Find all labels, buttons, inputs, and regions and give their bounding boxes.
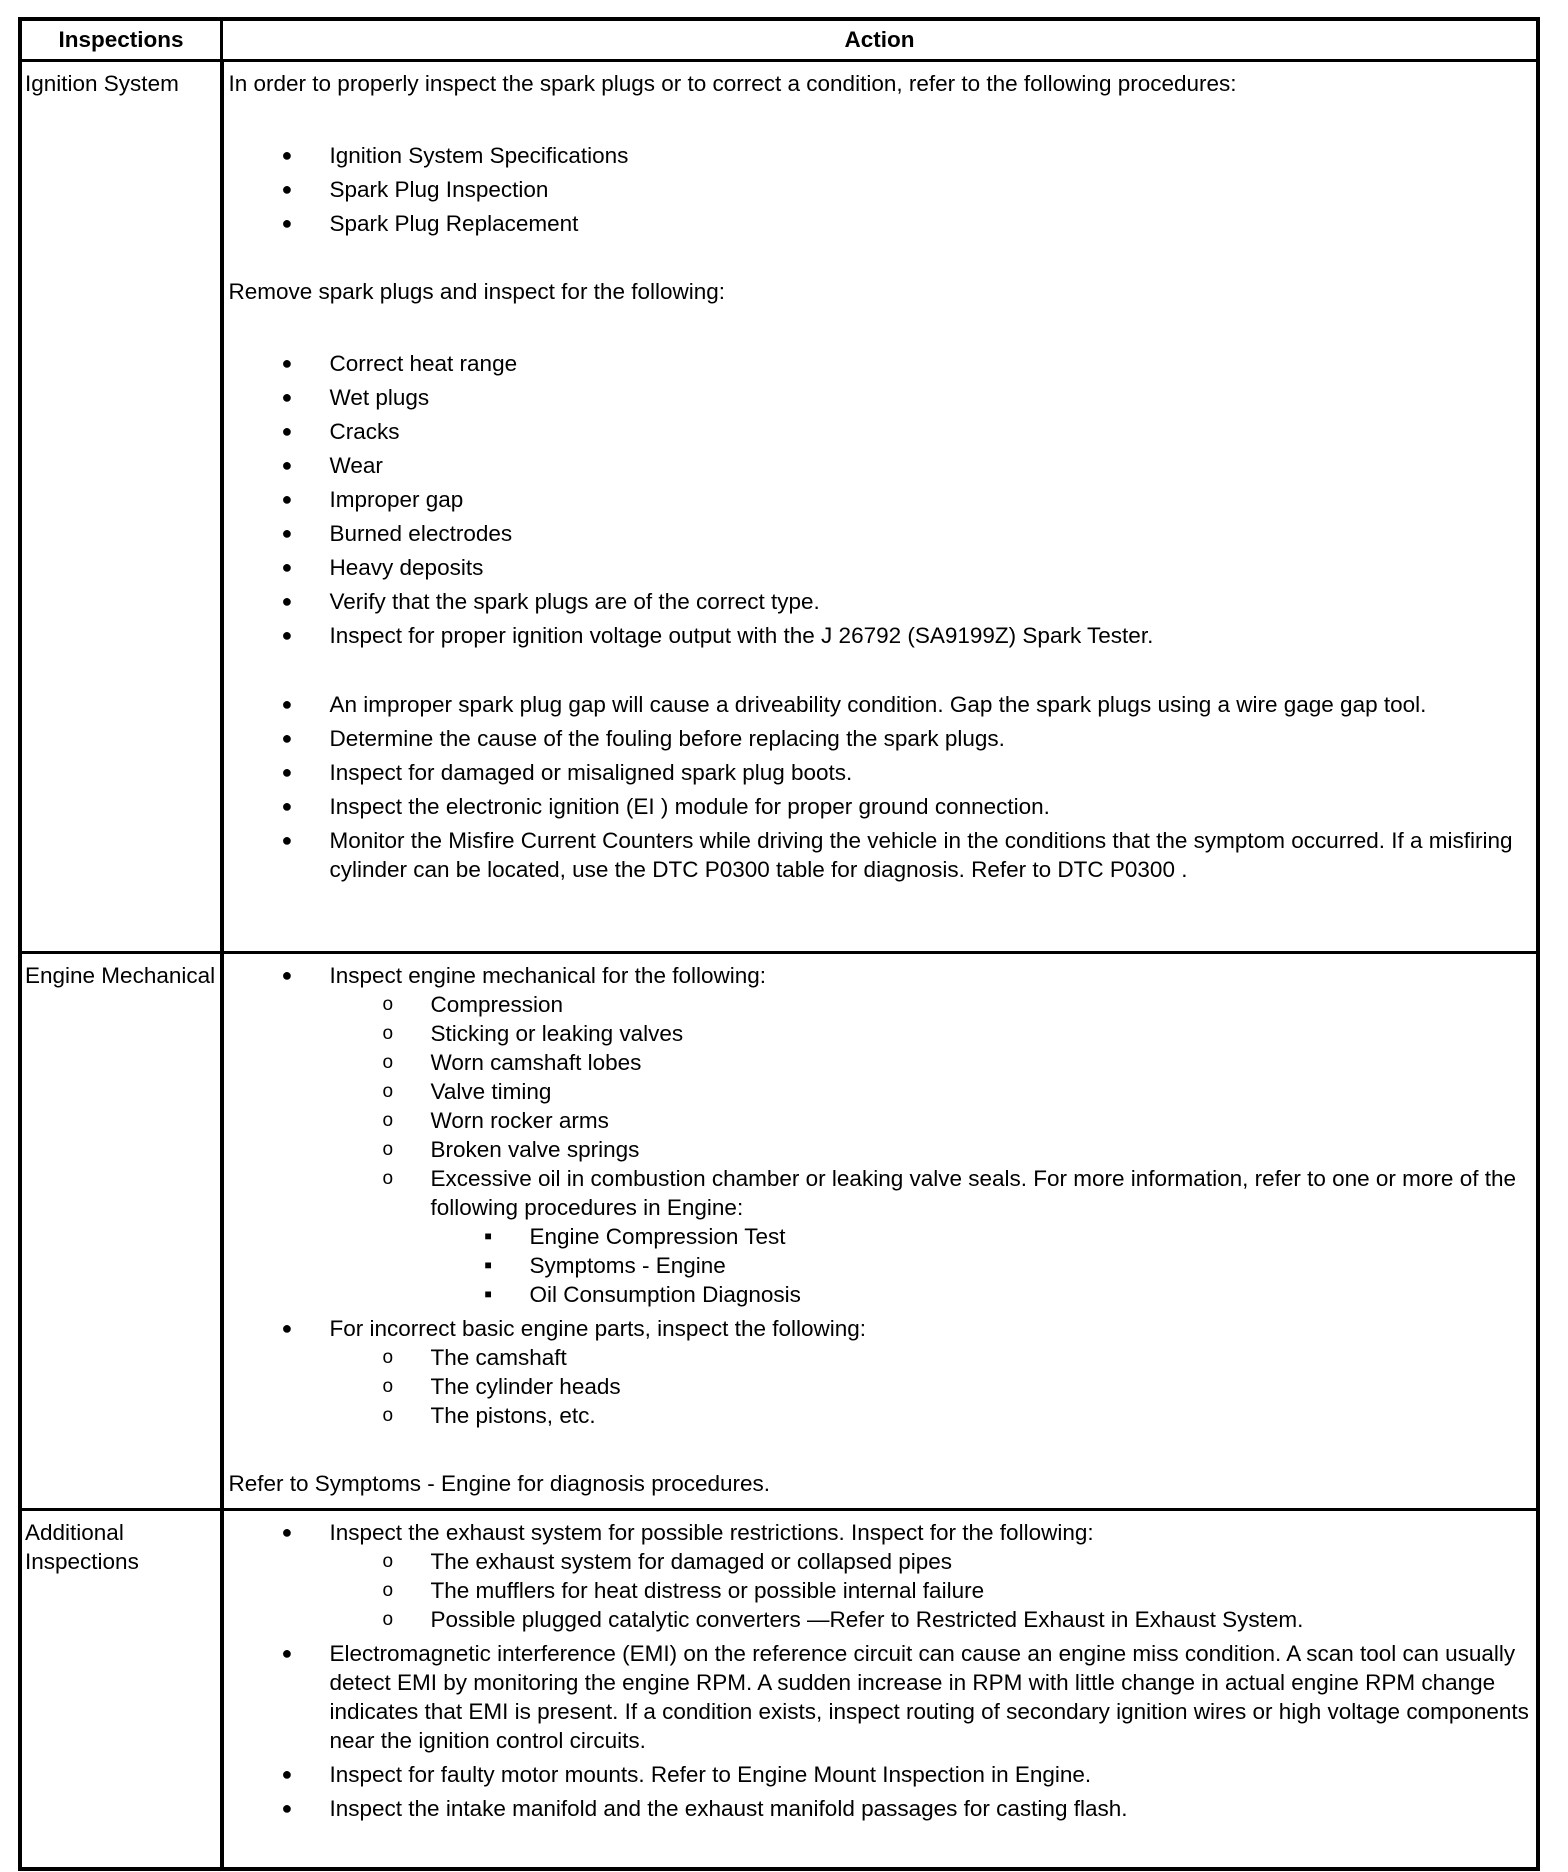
action-cell	[222, 61, 1539, 953]
list-item-text: The cylinder heads	[430, 1374, 621, 1399]
inspection-category: Additional Inspections	[20, 1510, 222, 1869]
bullet-dot-icon: ●	[281, 387, 293, 407]
table-row	[20, 953, 1538, 1510]
list-item-text: Worn rocker arms	[430, 1108, 609, 1133]
bullet-circle-icon: o	[382, 994, 394, 1015]
bullet-list	[229, 1518, 1531, 1823]
list-item-text: Inspect for proper ignition voltage output with the J 26792 (SA9199Z) Spark Tester.	[329, 623, 1154, 648]
list-item-text: Wet plugs	[329, 385, 430, 410]
list-item	[229, 758, 1531, 787]
bullet-list	[229, 141, 1531, 238]
list-item-text: Possible plugged catalytic converters —Refer to Restricted Exhaust in Exhaust System.	[430, 1607, 1304, 1632]
list-item	[229, 1343, 1531, 1372]
bullet-circle-icon: o	[382, 1580, 394, 1601]
bullet-dot-icon: ●	[281, 1522, 293, 1542]
list-item	[229, 175, 1531, 204]
list-item-text: The mufflers for heat distress or possible internal failure	[430, 1578, 985, 1603]
list-item-text: Oil Consumption Diagnosis	[529, 1282, 801, 1307]
bullet-circle-icon: o	[382, 1609, 394, 1630]
column-header-action: Action	[222, 19, 1539, 61]
list-item-text: Engine Compression Test	[529, 1224, 786, 1249]
action-paragraph: Remove spark plugs and inspect for the following:	[228, 279, 726, 304]
bullet-dot-icon: ●	[281, 1643, 293, 1663]
bullet-dot-icon: ●	[281, 213, 293, 233]
list-item	[229, 1077, 1531, 1106]
list-item-text: The camshaft	[430, 1345, 567, 1370]
list-item	[229, 724, 1531, 753]
list-item	[229, 1372, 1531, 1401]
bullet-square-icon: ■	[484, 1229, 492, 1243]
bullet-circle-icon: o	[382, 1052, 394, 1073]
list-item-text: Inspect the electronic ignition (EI ) module for proper ground connection.	[329, 794, 1050, 819]
bullet-dot-icon: ●	[281, 489, 293, 509]
list-item-text: Monitor the Misfire Current Counters while driving the vehicle in the conditions that the symptom occurred. If a misfiring cylinder can be located, use the DTC P0300 table for diagnosis. Refer to DTC P0300 .	[329, 828, 1513, 882]
list-item	[229, 587, 1531, 616]
list-item	[229, 451, 1531, 480]
list-item	[229, 1401, 1531, 1430]
list-item-text: Correct heat range	[329, 351, 518, 376]
list-item	[229, 1251, 1531, 1280]
list-item-text: Ignition System Specifications	[329, 143, 629, 168]
bullet-dot-icon: ●	[281, 796, 293, 816]
list-item	[229, 1019, 1531, 1048]
list-item-text: Verify that the spark plugs are of the correct type.	[329, 589, 820, 614]
list-item-text: Compression	[430, 992, 564, 1017]
list-item-text: Symptoms - Engine	[529, 1253, 726, 1278]
list-item	[229, 1164, 1531, 1222]
list-item-text: Inspect engine mechanical for the following:	[329, 963, 767, 988]
list-item-text: Valve timing	[430, 1079, 552, 1104]
bullet-list	[229, 349, 1531, 650]
list-item	[229, 553, 1531, 582]
list-item	[229, 990, 1531, 1019]
list-item	[229, 485, 1531, 514]
list-item	[229, 417, 1531, 446]
list-item	[229, 1048, 1531, 1077]
list-item	[229, 690, 1531, 719]
bullet-dot-icon: ●	[281, 694, 293, 714]
table-row	[20, 61, 1538, 953]
list-item	[229, 209, 1531, 238]
list-item-text: Burned electrodes	[329, 521, 513, 546]
list-item	[229, 1639, 1531, 1755]
list-item	[229, 1605, 1531, 1634]
bullet-dot-icon: ●	[281, 1764, 293, 1784]
table-row	[20, 1510, 1538, 1869]
list-item-text: Inspect for damaged or misaligned spark plug boots.	[329, 760, 853, 785]
list-item	[229, 519, 1531, 548]
action-paragraph: In order to properly inspect the spark plugs or to correct a condition, refer to the following procedures:	[228, 71, 1237, 96]
list-item	[229, 1135, 1531, 1164]
list-item	[229, 961, 1531, 990]
bullet-dot-icon: ●	[281, 728, 293, 748]
bullet-square-icon: ■	[484, 1258, 492, 1272]
bullet-dot-icon: ●	[281, 1798, 293, 1818]
action-cell	[222, 1510, 1539, 1869]
bullet-list	[229, 690, 1531, 884]
list-item	[229, 621, 1531, 650]
list-item	[229, 1547, 1531, 1576]
list-item-text: The pistons, etc.	[430, 1403, 596, 1428]
list-item-text: Broken valve springs	[430, 1137, 640, 1162]
list-item-text: Determine the cause of the fouling before replacing the spark plugs.	[329, 726, 1005, 751]
action-paragraph: Refer to Symptoms - Engine for diagnosis procedures.	[228, 1471, 771, 1496]
table-header-row	[20, 19, 1538, 61]
bullet-square-icon: ■	[484, 1287, 492, 1301]
bullet-dot-icon: ●	[281, 523, 293, 543]
bullet-circle-icon: o	[382, 1081, 394, 1102]
bullet-dot-icon: ●	[281, 965, 293, 985]
bullet-circle-icon: o	[382, 1347, 394, 1368]
bullet-dot-icon: ●	[281, 353, 293, 373]
list-item-text: Sticking or leaking valves	[430, 1021, 684, 1046]
list-item-text: An improper spark plug gap will cause a driveability condition. Gap the spark plugs using a wire gage gap tool.	[329, 692, 1427, 717]
bullet-circle-icon: o	[382, 1376, 394, 1397]
list-item-text: Improper gap	[329, 487, 464, 512]
bullet-dot-icon: ●	[281, 830, 293, 850]
bullet-circle-icon: o	[382, 1405, 394, 1426]
bullet-dot-icon: ●	[281, 421, 293, 441]
list-item	[229, 1760, 1531, 1789]
list-item	[229, 826, 1531, 884]
bullet-dot-icon: ●	[281, 762, 293, 782]
list-item-text: Spark Plug Replacement	[329, 211, 579, 236]
bullet-dot-icon: ●	[281, 179, 293, 199]
list-item	[229, 349, 1531, 378]
list-item-text: Inspect the exhaust system for possible restrictions. Inspect for the following:	[329, 1520, 1094, 1545]
bullet-circle-icon: o	[382, 1110, 394, 1131]
inspection-category: Ignition System	[20, 61, 222, 953]
list-item-text: Excessive oil in combustion chamber or leaking valve seals. For more information, refer to one or more of the following procedures in Engine:	[430, 1166, 1516, 1220]
list-item-text: Inspect for faulty motor mounts. Refer to Engine Mount Inspection in Engine.	[329, 1762, 1092, 1787]
inspections-table	[18, 17, 1540, 1871]
list-item	[229, 1280, 1531, 1309]
bullet-dot-icon: ●	[281, 591, 293, 611]
list-item-text: Inspect the intake manifold and the exhaust manifold passages for casting flash.	[329, 1796, 1128, 1821]
bullet-circle-icon: o	[382, 1139, 394, 1160]
list-item	[229, 1518, 1531, 1547]
list-item	[229, 141, 1531, 170]
list-item-text: Spark Plug Inspection	[329, 177, 549, 202]
bullet-dot-icon: ●	[281, 1318, 293, 1338]
list-item-text: Electromagnetic interference (EMI) on the reference circuit can cause an engine miss condition. A scan tool can usually detect EMI by monitoring the engine RPM. A sudden increase in RPM with little change in actual engine RPM change indicates that EMI is present. If a condition exists, inspect routing of secondary ignition wires or high voltage components near the ignition control circuits.	[329, 1641, 1529, 1753]
list-item	[229, 383, 1531, 412]
inspection-category: Engine Mechanical	[20, 953, 222, 1510]
list-item-text: Worn camshaft lobes	[430, 1050, 642, 1075]
list-item-text: For incorrect basic engine parts, inspect the following:	[329, 1316, 867, 1341]
bullet-dot-icon: ●	[281, 557, 293, 577]
list-item	[229, 1576, 1531, 1605]
list-item-text: The exhaust system for damaged or collapsed pipes	[430, 1549, 953, 1574]
list-item	[229, 792, 1531, 821]
column-header-inspections: Inspections	[20, 19, 222, 61]
bullet-dot-icon: ●	[281, 625, 293, 645]
list-item-text: Heavy deposits	[329, 555, 484, 580]
action-cell	[222, 953, 1539, 1510]
bullet-list	[229, 961, 1531, 1430]
list-item-text: Cracks	[329, 419, 400, 444]
bullet-circle-icon: o	[382, 1551, 394, 1572]
list-item	[229, 1106, 1531, 1135]
bullet-dot-icon: ●	[281, 145, 293, 165]
bullet-circle-icon: o	[382, 1168, 394, 1189]
bullet-circle-icon: o	[382, 1023, 394, 1044]
list-item-text: Wear	[329, 453, 383, 478]
list-item	[229, 1222, 1531, 1251]
list-item	[229, 1314, 1531, 1343]
bullet-dot-icon: ●	[281, 455, 293, 475]
list-item	[229, 1794, 1531, 1823]
